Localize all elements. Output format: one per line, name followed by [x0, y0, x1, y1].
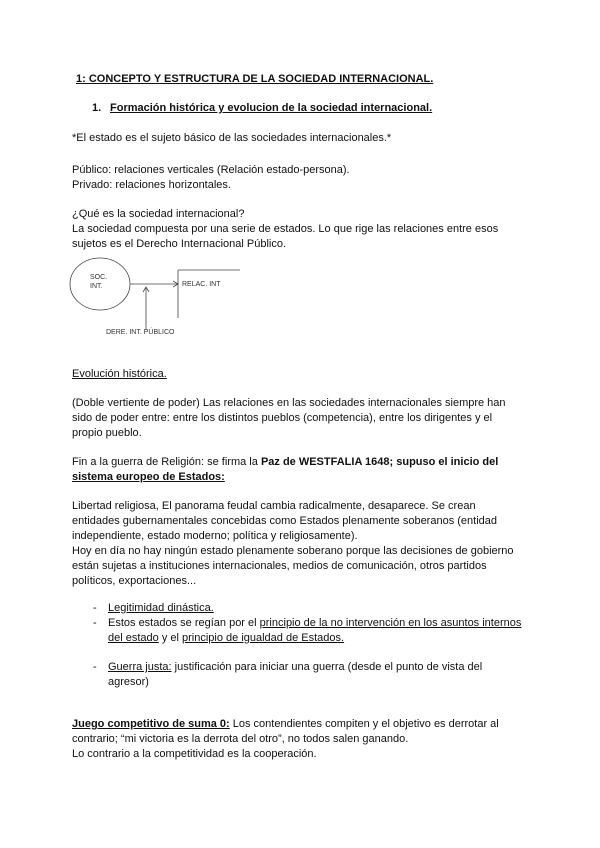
bullet-item-2-line-1	[108, 615, 521, 631]
circle-label-1: SOC.	[90, 274, 108, 281]
evolution-heading: Evolución histórica.	[72, 368, 167, 380]
public-line: Público: relaciones verticales (Relación estado-persona).	[72, 164, 350, 176]
evolution-line-1: (Doble vertiente de poder) Las relaciones en las sociedades internacionales siempre han	[72, 397, 506, 409]
bullet-item-2-underline-1: principio de la no intervención en los asuntos internos	[259, 617, 522, 629]
liberty-line-2: entidades gubernamentales concebidas como Estados plenamente soberanos (entidad	[72, 515, 498, 527]
bullet-item-2-line-2	[108, 630, 344, 646]
liberty-line-3: independiente, estado moderno; política y religiosamente).	[72, 530, 358, 542]
liberty-line-1: Libertad religiosa, El panorama feudal cambia radicalmente, desaparece. Se crean	[72, 500, 476, 512]
bullet-item-2-mid: y el	[158, 632, 182, 644]
westfalia-line-2: sistema europeo de Estados:	[72, 471, 225, 483]
bullet-item-3-line-2: agresor)	[108, 676, 149, 688]
bullet-item-3-underline: Guerra justa:	[108, 661, 172, 673]
page-title: 1: CONCEPTO Y ESTRUCTURA DE LA SOCIEDAD INTERNACIONAL.	[76, 73, 434, 85]
private-line: Privado: relaciones horizontales.	[72, 179, 231, 191]
juego-rest: Los contendientes compiten y el objetivo es derrotar al	[229, 718, 499, 730]
westfalia-bold-1: Paz de WESTFALIA 1648; supuso el inicio del	[260, 456, 499, 468]
bullet-dash-1: -	[93, 602, 97, 614]
section-heading-text: Formación histórica y evolucion de la sociedad internacional.	[110, 102, 433, 114]
circle-label-2: INT.	[90, 283, 103, 290]
section-heading	[92, 100, 432, 116]
bullet-item-1: Legitimidad dinástica.	[108, 602, 214, 614]
today-line-1: Hoy en día no hay ningún estado plenamente soberano porque las decisiones de gobierno	[72, 545, 514, 557]
today-line-2: están sujetas a instituciones internacionales, medios de comunicación, otros partidos	[72, 560, 487, 572]
answer-line-2: sujetos es el Derecho Internacional Público.	[72, 238, 287, 250]
juego-bold: Juego competitivo de suma 0:	[72, 718, 230, 730]
bullet-dash-2: -	[93, 617, 97, 629]
relations-diagram	[60, 252, 260, 342]
section-number: 1.	[92, 102, 102, 114]
bottom-label: DERE. INT. PÚBLICO	[106, 329, 175, 336]
bullet-item-2-underline-2: del estado	[108, 632, 159, 644]
juego-line-3: Lo contrario a la competitividad es la cooperación.	[72, 748, 317, 760]
bullet-item-2-prefix: Estos estados se regían por el	[108, 617, 260, 629]
westfalia-prefix: Fin a la guerra de Religión: se firma la	[72, 456, 261, 468]
bullet-item-2-underline-3: principio de igualdad de Estados.	[182, 632, 345, 644]
evolution-line-3: propio pueblo.	[72, 427, 142, 439]
juego-line-1	[72, 716, 499, 732]
westfalia-line-1	[72, 454, 498, 470]
answer-line-1: La sociedad compuesta por una serie de estados. Lo que rige las relaciones entre esos	[72, 223, 499, 235]
intro-quote: *El estado es el sujeto básico de las sociedades internacionales.*	[72, 132, 392, 144]
juego-line-2: contrario; “mi victoria es la derrota del otro”, no todos salen ganando.	[72, 733, 409, 745]
evolution-line-2: sido de poder entre: entre los distintos pueblos (competencia), entre los dirigentes y el	[72, 412, 493, 424]
bullet-dash-3: -	[93, 661, 97, 673]
bullet-item-3-rest: justificación para iniciar una guerra (desde el punto de vista del	[171, 661, 483, 673]
question-line: ¿Qué es la sociedad internacional?	[72, 208, 245, 220]
today-line-3: políticos, exportaciones...	[72, 575, 197, 587]
bullet-item-3-line-1	[108, 659, 482, 675]
box-label: RELAC. INT	[182, 281, 221, 288]
